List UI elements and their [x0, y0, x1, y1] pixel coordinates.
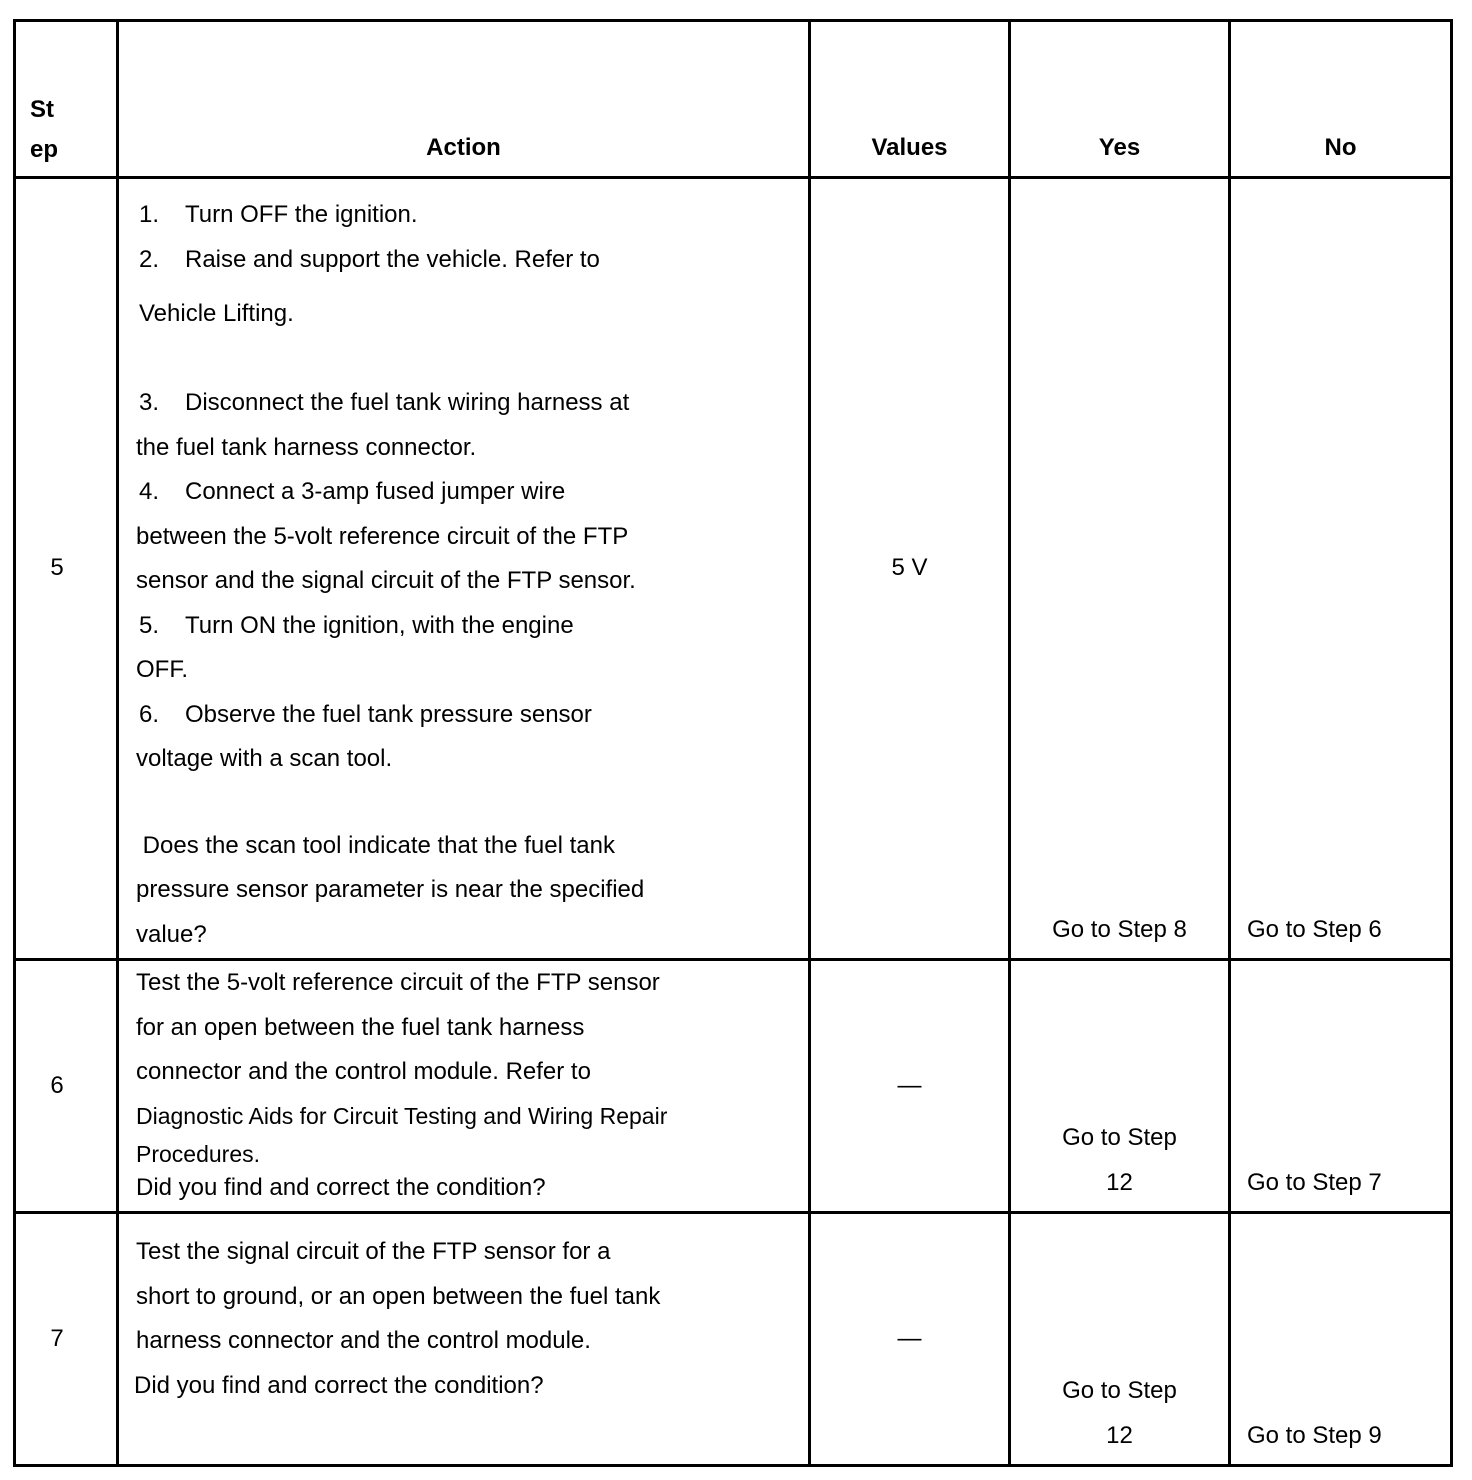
no-cell: Go to Step 6	[1230, 178, 1452, 960]
action-header: Action	[118, 21, 810, 178]
value-cell: —	[810, 1213, 1010, 1466]
table-row-step-5	[15, 178, 1452, 960]
action-reference: Procedures.	[136, 1140, 261, 1167]
action-reference: Diagnostic Aids for Circuit Testing and Wiring Repair	[136, 1102, 668, 1129]
action-item: 1. Turn OFF the ignition.	[139, 201, 418, 228]
action-text: Test the 5-volt reference circuit of the FTP sensor	[136, 969, 660, 996]
action-text: short to ground, or an open between the fuel tank	[136, 1282, 661, 1310]
action-text: harness connector and the control module.	[136, 1327, 591, 1354]
diagnostic-table	[13, 19, 1453, 1467]
no-cell: Go to Step 7	[1230, 960, 1452, 1213]
action-instructions	[118, 960, 810, 1213]
header-row	[15, 21, 1452, 178]
action-question: Did you find and correct the condition?	[136, 1173, 546, 1201]
action-instructions	[118, 178, 810, 960]
action-item: 5. Turn ON the ignition, with the engine	[139, 611, 574, 639]
step-number: 5	[15, 178, 118, 960]
action-text: connector and the control module. Refer to	[136, 1058, 591, 1085]
action-instructions	[118, 1213, 810, 1466]
action-item: 4. Connect a 3-amp fused jumper wire	[139, 478, 566, 505]
step-header-line2: ep	[30, 136, 59, 163]
action-question: Does the scan tool indicate that the fuel tank	[136, 831, 615, 859]
action-question: pressure sensor parameter is near the specified	[136, 876, 645, 903]
yes-cell	[1010, 960, 1230, 1213]
action-text: Test the signal circuit of the FTP sensor for a	[136, 1238, 611, 1265]
action-item: 2. Raise and support the vehicle. Refer to	[139, 245, 600, 273]
yes-text: 12	[1106, 1421, 1133, 1449]
action-item: 6. Observe the fuel tank pressure sensor	[139, 700, 592, 728]
action-text: the fuel tank harness connector.	[136, 433, 477, 461]
step-number: 7	[15, 1213, 118, 1466]
action-question: value?	[136, 920, 207, 948]
step-header	[15, 21, 118, 178]
action-text: sensor and the signal circuit of the FTP sensor.	[136, 567, 636, 594]
step-number: 6	[15, 960, 118, 1213]
values-header: Values	[810, 21, 1010, 178]
action-text: OFF.	[136, 656, 188, 683]
action-text: voltage with a scan tool.	[136, 745, 393, 772]
table-row-step-7	[15, 1213, 1452, 1466]
action-question: Did you find and correct the condition?	[134, 1371, 544, 1399]
value-cell: 5 V	[810, 178, 1010, 960]
action-reference: Vehicle Lifting.	[139, 300, 294, 327]
yes-text: 12	[1106, 1168, 1133, 1196]
no-header: No	[1230, 21, 1452, 178]
step-header-line1: St	[30, 96, 54, 123]
action-item: 3. Disconnect the fuel tank wiring harness at	[139, 389, 630, 416]
no-cell: Go to Step 9	[1230, 1213, 1452, 1466]
yes-header: Yes	[1010, 21, 1230, 178]
action-text: for an open between the fuel tank harness	[136, 1013, 585, 1041]
yes-text: Go to Step	[1062, 1124, 1177, 1151]
action-text: between the 5-volt reference circuit of the FTP	[136, 522, 629, 550]
yes-text: Go to Step	[1062, 1377, 1177, 1404]
table-row-step-6	[15, 960, 1452, 1213]
yes-cell: Go to Step 8	[1010, 178, 1230, 960]
value-cell: —	[810, 960, 1010, 1213]
yes-cell	[1010, 1213, 1230, 1466]
